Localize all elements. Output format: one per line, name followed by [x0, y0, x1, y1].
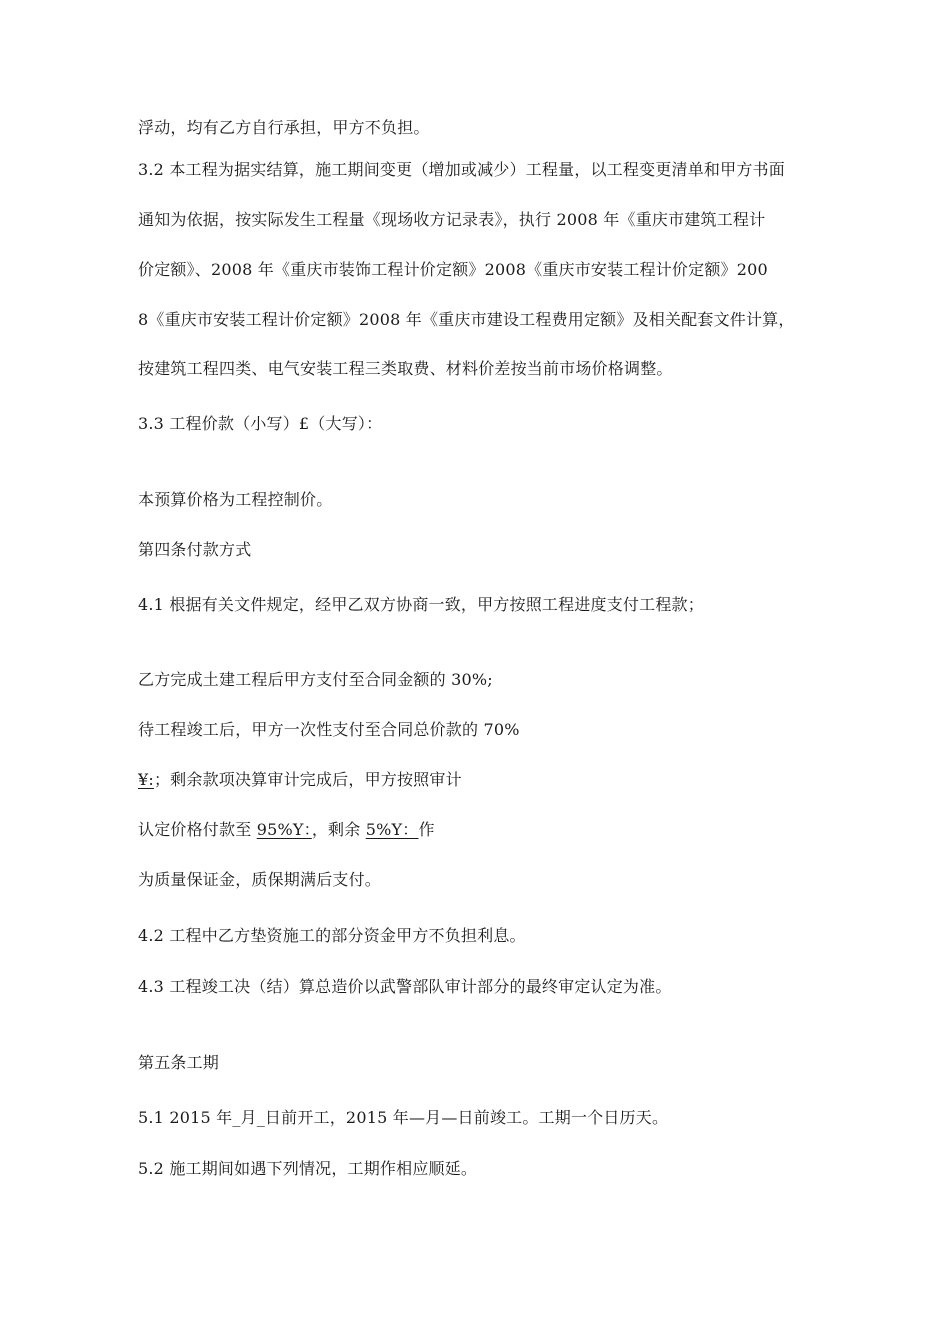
paragraph-control-price: 本预算价格为工程控制价。 — [138, 490, 333, 509]
section-heading-article-5: 第五条工期 — [138, 1053, 220, 1072]
paragraph-5-1: 5.1 2015 年_月_日前开工，2015 年—月—日前竣工。工期一个日历天。 — [138, 1108, 669, 1127]
paragraph-4-2: 4.2 工程中乙方垫资施工的部分资金甲方不负担利息。 — [138, 926, 526, 945]
paragraph-audit-percent: 认定价格付款至 95%Y：，剩余 5%Y：作 — [138, 820, 435, 839]
paragraph-3-2-line5: 按建筑工程四类、电气安装工程三类取费、材料价差按当前市场价格调整。 — [138, 359, 673, 378]
underlined-amount-5: 5%Y： — [365, 820, 419, 839]
paragraph-3-2-line3: 价定额》、2008 年《重庆市装饰工程计价定额》2008《重庆市安装工程计价定额》200 — [138, 260, 768, 279]
paragraph-5-2: 5.2 施工期间如遇下列情况，工期作相应顺延。 — [138, 1159, 478, 1178]
paragraph-3-2-line1: 3.2 本工程为据实结算，施工期间变更（增加或减少）工程量，以工程变更清单和甲方书面 — [138, 160, 785, 179]
section-heading-article-4: 第四条付款方式 — [138, 540, 252, 559]
paragraph-4-1: 4.1 根据有关文件规定，经甲乙双方协商一致，甲方按照工程进度支付工程款； — [138, 595, 704, 614]
paragraph-payment-30: 乙方完成土建工程后甲方支付至合同金额的 30%; — [138, 670, 493, 689]
underlined-amount-95: 95%Y： — [256, 820, 312, 839]
paragraph-3-3: 3.3 工程价款（小写）£（大写）： — [138, 414, 383, 433]
paragraph-4-3: 4.3 工程竣工决（结）算总造价以武警部队审计部分的最终审定认定为准。 — [138, 977, 672, 996]
paragraph-3-2-line2: 通知为依据，按实际发生工程量《现场收方记录表》，执行 2008 年《重庆市建筑工程计 — [138, 210, 766, 229]
paragraph-cost-fluctuation: 浮动，均有乙方自行承担，甲方不负担。 — [138, 118, 430, 137]
paragraph-3-2-line4: 8《重庆市安装工程计价定额》2008 年《重庆市建设工程费用定额》及相关配套文件计算， — [138, 310, 795, 329]
underlined-amount: ¥: — [138, 770, 154, 789]
paragraph-audit-payment: ¥:；剩余款项决算审计完成后，甲方按照审计 — [138, 770, 462, 789]
paragraph-warranty: 为质量保证金，质保期满后支付。 — [138, 870, 382, 889]
paragraph-payment-70: 待工程竣工后，甲方一次性支付至合同总价款的 70% — [138, 720, 520, 739]
